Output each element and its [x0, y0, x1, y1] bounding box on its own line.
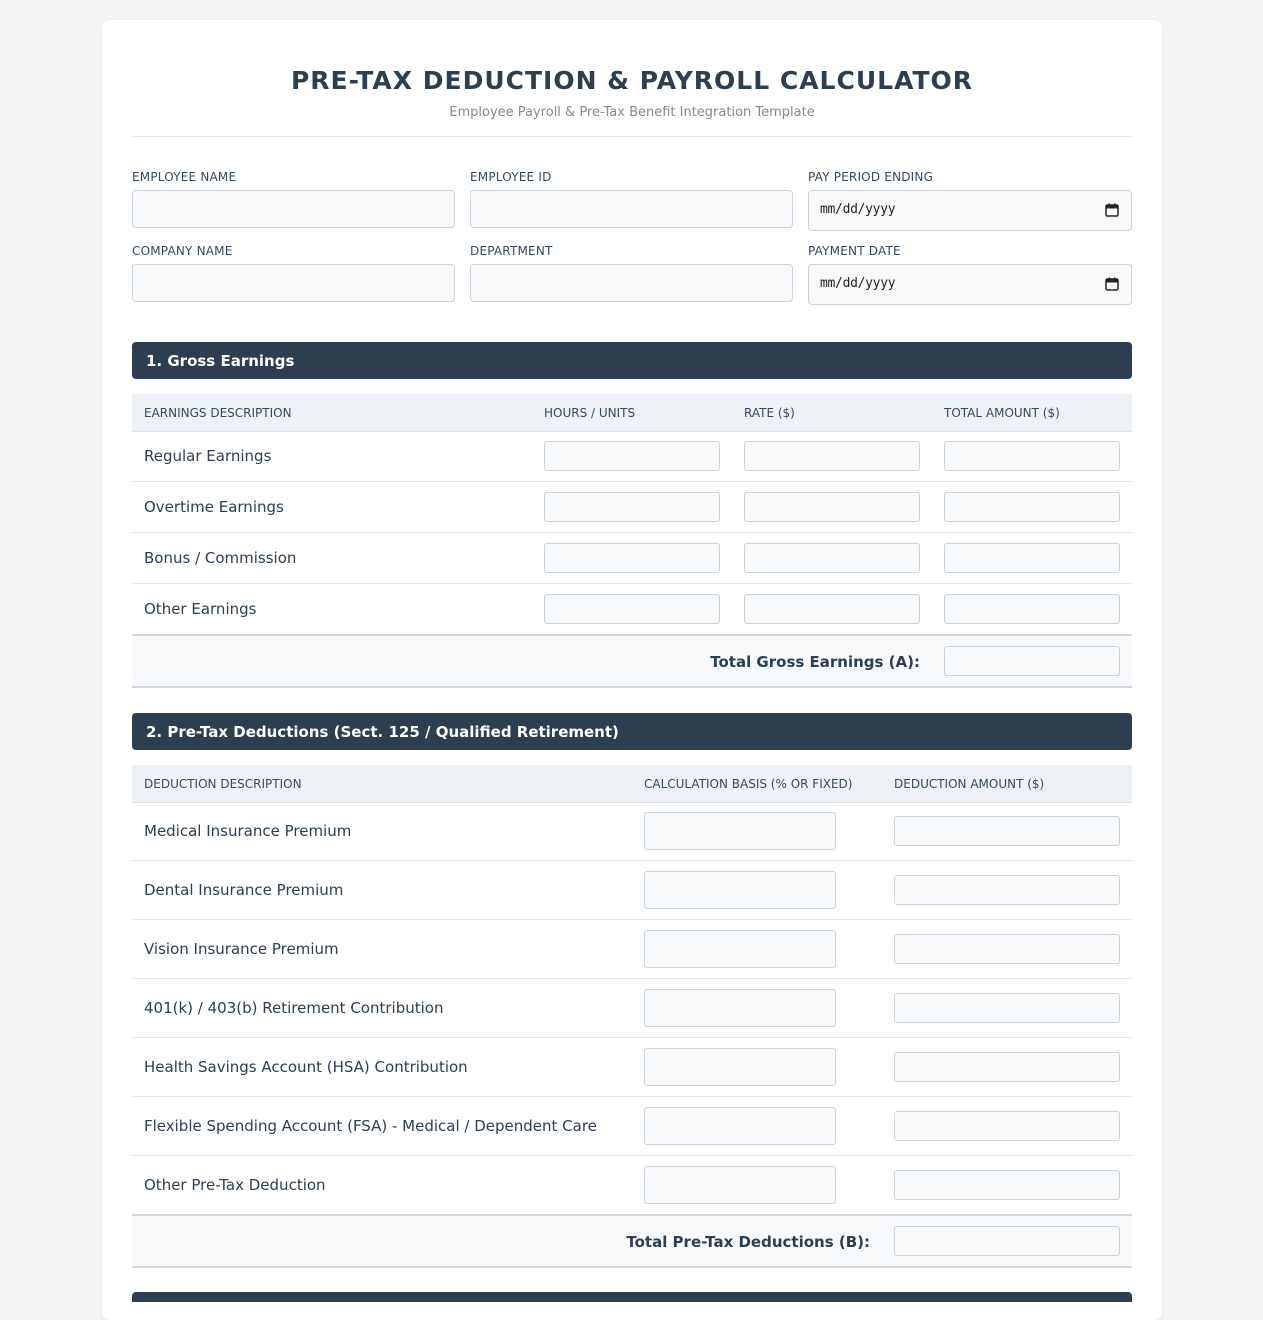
bonus-rate-input[interactable]: [744, 543, 920, 573]
col-deduction-description: DEDUCTION DESCRIPTION: [144, 777, 302, 791]
page-title: PRE-TAX DEDUCTION & PAYROLL CALCULATOR: [290, 66, 974, 95]
deduction-row-label: Health Savings Account (HSA) Contribution: [144, 1058, 468, 1076]
calendar-icon[interactable]: [1105, 203, 1119, 217]
deduction-row-label: Dental Insurance Premium: [144, 881, 344, 899]
company-name-label: COMPANY NAME: [132, 244, 233, 258]
other-rate-input[interactable]: [744, 594, 920, 624]
pretax-deductions-table-header: [132, 765, 1132, 803]
deduction-row-label: Vision Insurance Premium: [144, 940, 339, 958]
col-calculation-basis: CALCULATION BASIS (% OR FIXED): [644, 777, 853, 791]
company-name-input[interactable]: [132, 264, 455, 302]
other-hours-input[interactable]: [544, 594, 720, 624]
table-row: [132, 861, 1132, 920]
header-divider: [132, 136, 1132, 137]
earnings-row-label: Bonus / Commission: [144, 549, 297, 567]
page-subtitle: Employee Payroll & Pre-Tax Benefit Integration Template: [449, 105, 815, 120]
table-row: [132, 1097, 1132, 1156]
total-gross-earnings-label: Total Gross Earnings (A):: [710, 653, 920, 671]
payment-date-input[interactable]: [808, 264, 1132, 305]
medical-amount-input[interactable]: [894, 816, 1120, 846]
pay-period-ending-label: PAY PERIOD ENDING: [808, 170, 934, 184]
dental-basis-input[interactable]: [644, 871, 836, 909]
pay-period-ending-value: mm/dd/yyyy: [820, 202, 896, 217]
department-label: DEPARTMENT: [470, 244, 553, 258]
medical-basis-input[interactable]: [644, 812, 836, 850]
other-deduction-basis-input[interactable]: [644, 1166, 836, 1204]
fsa-basis-input[interactable]: [644, 1107, 836, 1145]
pretax-deductions-section-title: 2. Pre-Tax Deductions (Sect. 125 / Qualified Retirement): [146, 723, 619, 741]
col-earnings-description: EARNINGS DESCRIPTION: [144, 406, 292, 420]
total-pretax-deductions-input[interactable]: [894, 1226, 1120, 1256]
hsa-amount-input[interactable]: [894, 1052, 1120, 1082]
bonus-total-input[interactable]: [944, 543, 1120, 573]
earnings-row-label: Overtime Earnings: [144, 498, 284, 516]
pretax-deductions-total-row: [132, 1214, 1132, 1268]
regular-rate-input[interactable]: [744, 441, 920, 471]
employee-name-input[interactable]: [132, 190, 455, 228]
overtime-rate-input[interactable]: [744, 492, 920, 522]
deduction-row-label: Flexible Spending Account (FSA) - Medical / Dependent Care: [144, 1117, 597, 1135]
table-row: [132, 482, 1132, 533]
pretax-deductions-section-header: [132, 713, 1132, 750]
gross-earnings-section-header: [132, 342, 1132, 379]
pay-period-ending-input[interactable]: [808, 190, 1132, 231]
col-total-amount: TOTAL AMOUNT ($): [944, 406, 1060, 420]
overtime-total-input[interactable]: [944, 492, 1120, 522]
hsa-basis-input[interactable]: [644, 1048, 836, 1086]
overtime-hours-input[interactable]: [544, 492, 720, 522]
deduction-row-label: Other Pre-Tax Deduction: [144, 1176, 326, 1194]
dental-amount-input[interactable]: [894, 875, 1120, 905]
table-row: [132, 431, 1132, 482]
table-row: [132, 979, 1132, 1038]
deduction-row-label: 401(k) / 403(b) Retirement Contribution: [144, 999, 444, 1017]
table-row: [132, 1038, 1132, 1097]
employee-id-input[interactable]: [470, 190, 793, 228]
vision-basis-input[interactable]: [644, 930, 836, 968]
payment-date-value: mm/dd/yyyy: [820, 276, 896, 291]
deduction-row-label: Medical Insurance Premium: [144, 822, 352, 840]
col-deduction-amount: DEDUCTION AMOUNT ($): [894, 777, 1045, 791]
gross-earnings-table-header: [132, 394, 1132, 432]
total-gross-earnings-input[interactable]: [944, 646, 1120, 676]
regular-total-input[interactable]: [944, 441, 1120, 471]
earnings-row-label: Regular Earnings: [144, 447, 272, 465]
next-section-header: [132, 1292, 1132, 1302]
gross-earnings-section-title: 1. Gross Earnings: [146, 352, 295, 370]
col-rate: RATE ($): [744, 406, 795, 420]
employee-id-label: EMPLOYEE ID: [470, 170, 552, 184]
payment-date-label: PAYMENT DATE: [808, 244, 901, 258]
fsa-amount-input[interactable]: [894, 1111, 1120, 1141]
employee-name-label: EMPLOYEE NAME: [132, 170, 237, 184]
retirement-amount-input[interactable]: [894, 993, 1120, 1023]
other-total-input[interactable]: [944, 594, 1120, 624]
payroll-form-card: [102, 20, 1162, 1320]
table-row: [132, 584, 1132, 634]
col-hours-units: HOURS / UNITS: [544, 406, 636, 420]
department-input[interactable]: [470, 264, 793, 302]
retirement-basis-input[interactable]: [644, 989, 836, 1027]
regular-hours-input[interactable]: [544, 441, 720, 471]
calendar-icon[interactable]: [1105, 277, 1119, 291]
other-deduction-amount-input[interactable]: [894, 1170, 1120, 1200]
gross-earnings-total-row: [132, 634, 1132, 688]
earnings-row-label: Other Earnings: [144, 600, 257, 618]
table-row: [132, 920, 1132, 979]
vision-amount-input[interactable]: [894, 934, 1120, 964]
bonus-hours-input[interactable]: [544, 543, 720, 573]
table-row: [132, 802, 1132, 861]
total-pretax-deductions-label: Total Pre-Tax Deductions (B):: [626, 1233, 870, 1251]
table-row: [132, 1156, 1132, 1214]
table-row: [132, 533, 1132, 584]
